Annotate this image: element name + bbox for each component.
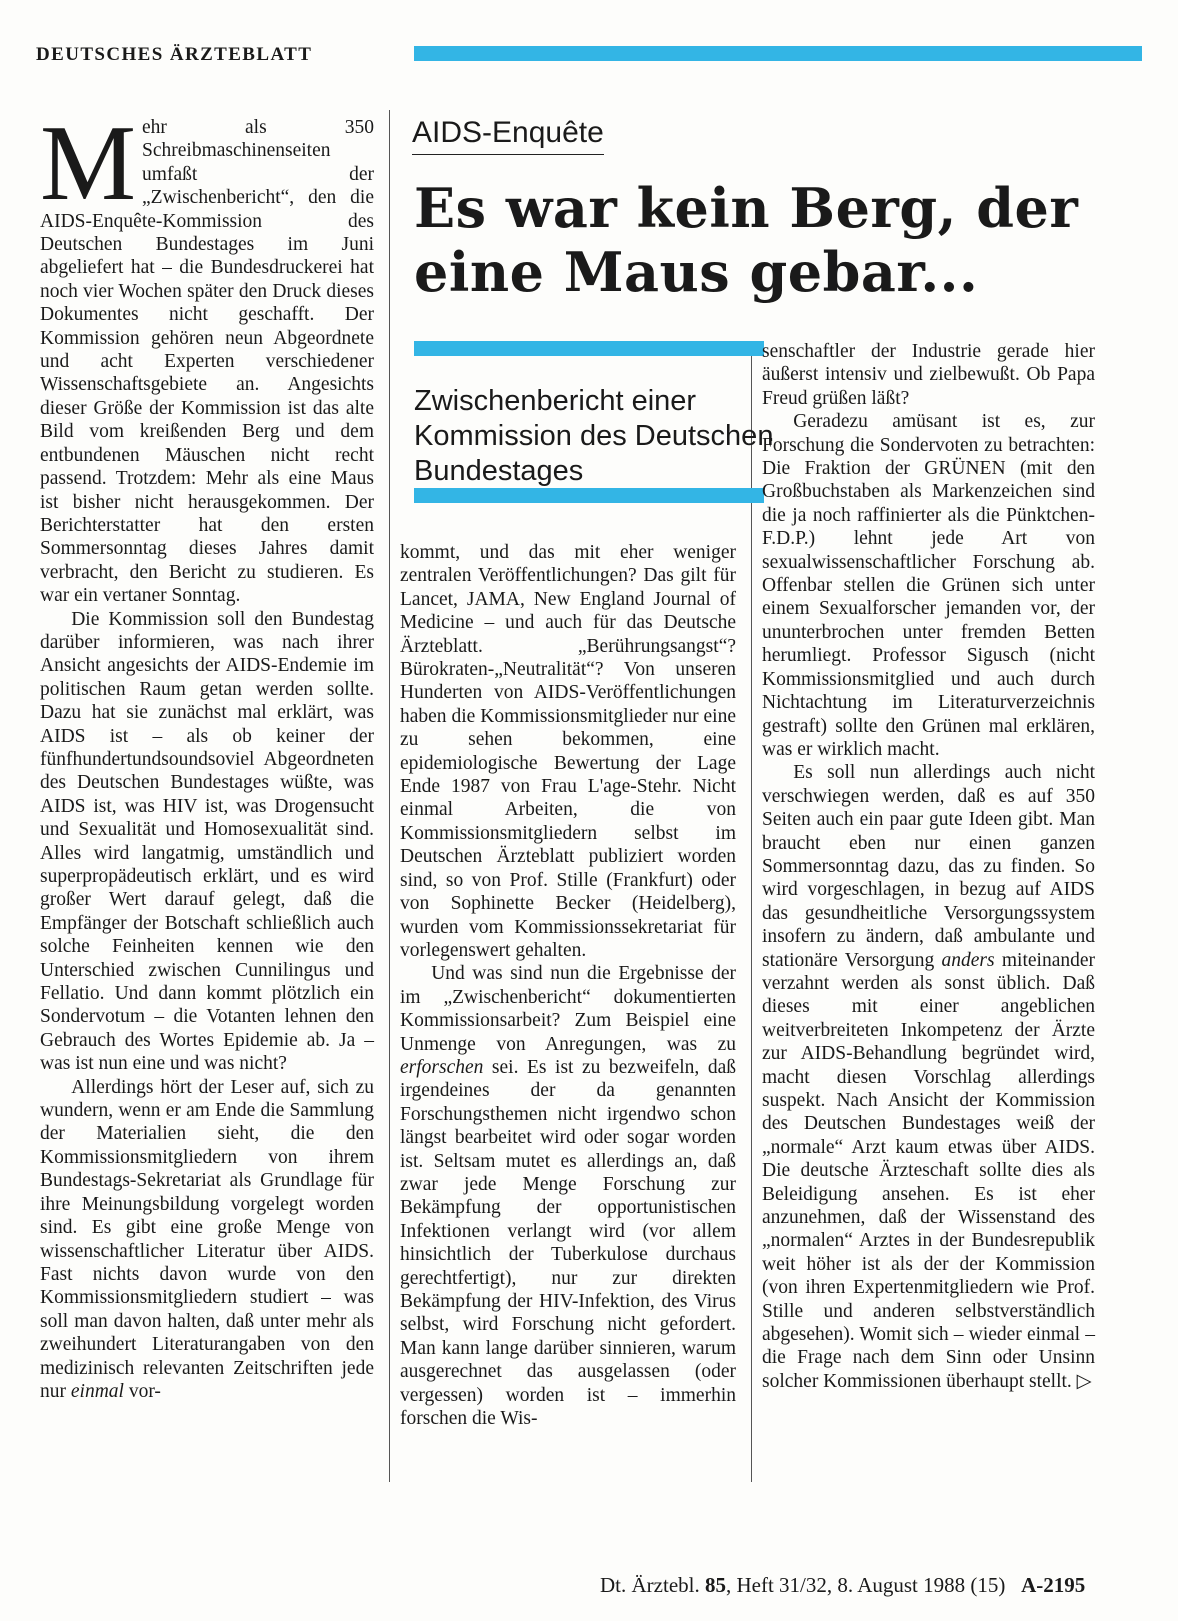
subhead-bar-bottom <box>414 488 764 503</box>
continue-arrow-icon: ▷ <box>1076 1370 1092 1392</box>
subhead-bar-top <box>414 341 764 356</box>
article-column-2 <box>400 541 736 1430</box>
paragraph: Die Kommission soll den Bundestag darüber informieren, was nach ihrer Ansicht angesichts der AIDS-Endemie im politischen Raum getan werden sollte. Dazu hat sie zunächst mal erklärt, was AIDS ist – als ob keiner der fünfhundertundsoundsoviel Abgeordneten des Deutschen Bundestages wüßte, was AIDS ist, was HIV ist, was Drogensucht und Sexualität und Homosexualität sind. Alles wird langatmig, umständlich und superpropädeutisch erklärt, und es wird großer Wert darauf gelegt, daß die Empfänger der Botschaft schließlich auch solche Feinheiten kennen wie den Unterschied zwischen Cunnilingus und Fellatio. Und dann kommt plötzlich ein Sondervotum – die Votanten lehnen den Gebrauch des Wortes Epidemie ab. Ja – was ist nun eine und was nicht? <box>40 608 374 1075</box>
paragraph: Geradezu amüsant ist es, zur Forschung die Sondervoten zu betrachten: Die Fraktion der GRÜNEN (mit den Großbuchstaben als Markenzeichen sind die ja noch raffinierter als die Pünktchen-F.D.P.) lehnt jede Art von sexualwissenschaftlicher Forschung ab. Offenbar stellen die Grünen sich unter einem Sexualforscher jemanden vor, der ununterbrochen unter fremden Betten herumliegt. Professor Sigusch (nicht Kommissionsmitglied und auch durch Nichtachtung im Literaturverzeichnis gestraft) sollte den Grünen mal erklären, was er wirklich macht. <box>762 411 1095 760</box>
paragraph: Es soll nun allerdings auch nicht verschwiegen werden, daß es auf 350 Seiten auch ein paar gute Ideen gibt. Man braucht eben nur einen ganzen Sommersonntag dazu, das zu finden. So wird vorgeschlagen, in bezug auf AIDS das gesundheitliche Versorgungssystem insofern zu ändern, daß ambulante und stationäre Versorgung anders miteinander verzahnt werden als sonst üblich. Daß dieses mit einer angeblichen weitverbreiteten Inkompetenz der Ärzte zur AIDS-Behandlung begründet wird, macht diesen Vorschlag allerdings suspekt. Nach Ansicht der Kommission des Deutschen Bundestages weiß der „normale“ Arzt kaum etwas über AIDS. Die deutsche Ärzteschaft sollte dies als Beleidigung ansehen. Es ist eher anzunehmen, daß der Wissenstand des „normalen“ Arztes in der Bundesrepublik weit höher ist als der der Kommission (von ihren Expertenmitgliedern wie Prof. Stille und anderen selbstverständlich abgesehen). Womit sich – wieder einmal – die Frage nach dem Sinn oder Unsinn solcher Kommissionen überhaupt stellt. ▷ <box>762 762 1095 1392</box>
masthead: DEUTSCHES ÄRZTEBLATT <box>36 44 313 65</box>
paragraph: kommt, und das mit eher weniger zentralen Veröffentlichungen? Das gilt für Lancet, JAMA, New England Journal of Medicine – und auch für das Deutsche Ärzteblatt. „Berührungsangst“? Bürokraten-„Neutralität“? Von unseren Hunderten von AIDS-Veröffentlichungen haben die Kommissionsmitglieder nur eine zu sehen bekommen, eine epidemiologische Bewertung der Lage Ende 1987 von Frau L'age-Stehr. Nicht einmal Arbeiten, die von Kommissionsmitgliedern selbst im Deutschen Ärzteblatt publiziert worden sind, so von Prof. Stille (Frankfurt) oder von Sophinette Becker (Heidelberg), wurden vom Kommissionssekretariat für vorlegenswert gehalten. <box>400 542 736 961</box>
column-rule-1 <box>389 110 390 1482</box>
kicker: AIDS-Enquête <box>412 116 604 155</box>
article-column-3 <box>762 340 1095 1393</box>
drop-cap: M <box>40 104 137 223</box>
page-footer: Dt. Ärztebl. 85, Heft 31/32, 8. August 1988 (15) A-2195 <box>600 1573 1086 1597</box>
headline: Es war kein Berg, der eine Maus gebar... <box>414 176 1079 304</box>
column-rule-2 <box>751 345 752 1482</box>
paragraph: senschaftler der Industrie gerade hier äußerst intensiv und zielbewußt. Ob Papa Freud grüßen läßt? <box>762 341 1095 409</box>
masthead-color-bar <box>414 46 1142 61</box>
article-column-1 <box>40 104 374 1403</box>
paragraph: Und was sind nun die Ergebnisse der im „Zwischenbericht“ dokumentierten Kommissionsarbeit? Zum Beispiel eine Unmenge von Anregungen, was zu erforschen sei. Es ist zu bezweifeln, daß irgendeines der da genannten Forschungsthemen nicht irgendwo schon längst bearbeitet wird oder sogar worden ist. Seltsam mutet es allerdings an, daß zwar jede Menge Forschung zur Bekämpfung der opportunistischen Infektionen verlangt wird (vor allem hinsichtlich der Tuberkulose durchaus gerechtfertigt), nur zur direkten Bekämpfung der HIV-Infektion, des Virus selbst, wird Forschung nicht gefordert. Man kann lange darüber sinnieren, warum ausgerechnet das ausgelassen (oder vergessen) worden ist – immerhin forschen die Wis- <box>400 963 736 1430</box>
paragraph: Allerdings hört der Leser auf, sich zu wundern, wenn er am Ende die Sammlung der Materialien sieht, die den Kommissionsmitgliedern von ihrem Bundestags-Sekretariat als Grundlage für ihre Meinungsbildung vorgelegt worden sind. Es gibt eine große Menge von wissenschaftlicher Literatur über AIDS. Fast nichts davon wurde von den Kommissionsmitgliedern studiert – was soll man davon halten, daß unter mehr als zweihundert Literaturangaben von den medizinisch relevanten Zeitschriften jede nur einmal vor- <box>40 1076 374 1402</box>
paragraph: Mehr als 350 Schreibmaschinenseiten umfaßt der „Zwischenbericht“, den die AIDS-Enquête-Kommission des Deutschen Bundestages im Juni abgeliefert hat – die Bundesdruckerei hat noch vier Wochen später den Druck dieses Dokumentes nicht geschafft. Der Kommission gehören neun Abgeordnete und acht Experten verschiedener Wissenschaftsgebiete an. Angesichts dieser Größe der Kommission ist das alte Bild vom kreißenden Berg und dem entbundenen Mäuschen nicht recht passend. Trotzdem: Mehr als eine Maus ist bisher nicht herausgekommen. Der Berichterstatter hat den ersten Sommersonntag dieses Jahres damit verbracht, den Bericht zu studieren. Es war ein vertaner Sonntag. <box>40 104 374 607</box>
page-number: A-2195 <box>1021 1573 1086 1597</box>
subheadline: Zwischenbericht einer Kommission des Deutschen Bundestages <box>414 385 774 487</box>
